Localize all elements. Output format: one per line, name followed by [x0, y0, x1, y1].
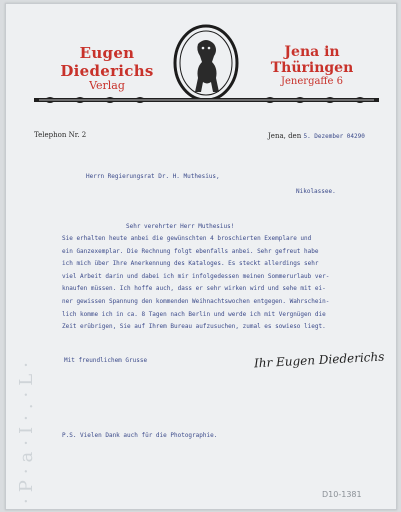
letter-body: [62, 233, 382, 334]
body-line: lich komme ich in ca. 8 Tagen nach Berlin und werde ich mit Vergnügen die: [62, 310, 326, 318]
addressee: Herrn Regierungsrat Dr. H. Muthesius,: [86, 173, 220, 180]
date-value: 5. Dezember 04290: [303, 133, 365, 140]
telephone-line: Telephon Nr. 2: [34, 131, 87, 139]
postscript: P.S. Vielen Dank auch für die Photographie.: [62, 432, 218, 439]
letter-page: [5, 3, 397, 510]
body-line: ner gewissen Spannung den kommenden Weihnachtswochen entgegen. Wahrschein-: [62, 297, 330, 305]
lion-seal-icon: [172, 24, 240, 102]
body-line: Sie erhalten heute anbei die gewünschten 4 broschierten Exemplare und: [62, 235, 312, 242]
body-line: knaufen müssen. Ich hoffe auch, dass er sehr wirken wird und sehe mit ei-: [62, 285, 326, 293]
publisher-name: Eugen Diederichs: [60, 44, 154, 80]
letterhead-publisher: [42, 44, 172, 92]
letterhead-address: [242, 44, 382, 87]
salutation: Sehr verehrter Herr Muthesius!: [126, 223, 235, 230]
date-line: [268, 131, 365, 144]
ornamental-rule: [34, 94, 379, 106]
letterhead-city: Jena in Thüringen: [270, 44, 354, 76]
watermark-stamp: ·P·a·I·.·L·: [16, 356, 37, 504]
body-line: ein Ganzexemplar. Die Rechnung folgt ebenfalls anbei. Sehr gefreut habe: [62, 247, 319, 255]
address-city: Nikolassee.: [296, 188, 336, 195]
closing: Mit freundlichem Grusse: [64, 357, 148, 364]
body-line: Zeit erübrigen, Sie auf Ihrem Bureau aufzusuchen, zumal es sowieso liegt.: [62, 323, 326, 331]
letterhead-street: Jenergaffe 6: [281, 76, 343, 87]
publisher-sub: Verlag: [89, 79, 125, 92]
body-line: ich mich über Ihre Anerkennung des Kataloges. Es steckt allerdings sehr: [62, 260, 319, 268]
handwritten-signature: Ihr Eugen Diederichs: [253, 349, 385, 371]
body-line: viel Arbeit darin und dabei ich mir infolgedessen meinen Sommerurlaub ver-: [62, 272, 330, 280]
date-place: Jena, den: [268, 132, 302, 140]
archive-mark: D10-1381: [322, 490, 362, 499]
